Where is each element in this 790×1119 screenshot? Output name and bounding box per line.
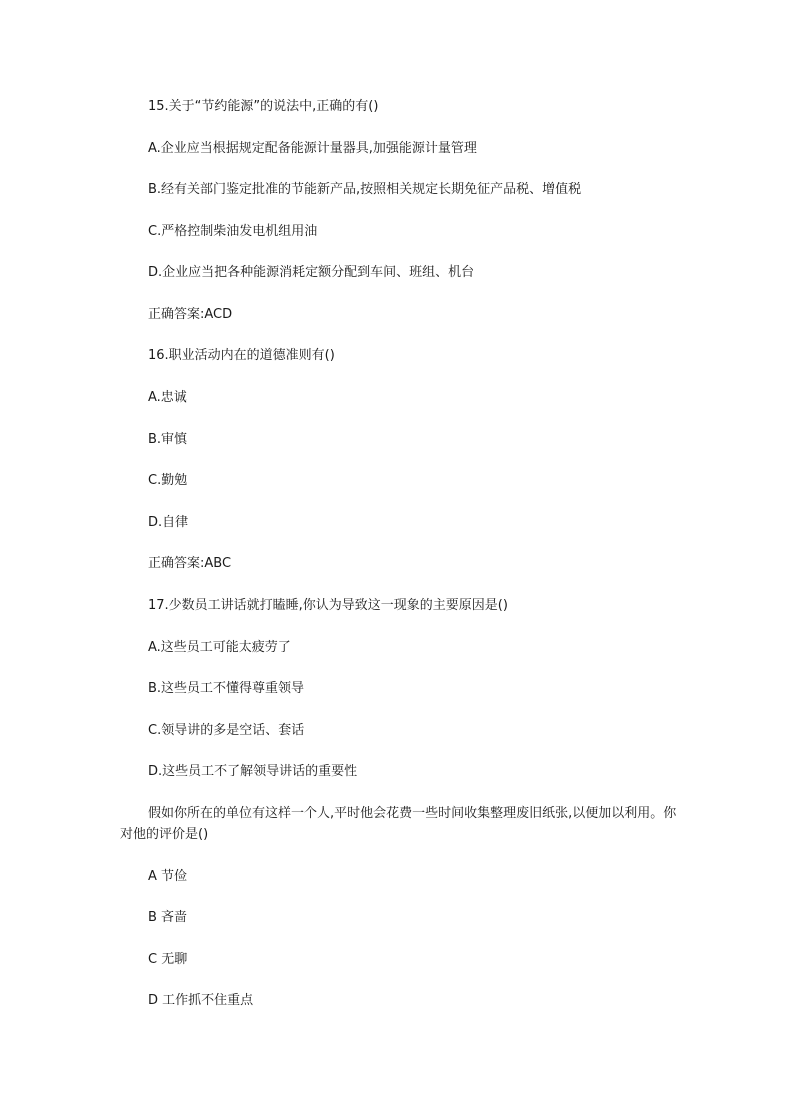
question-15-option-d: D.企业应当把各种能源消耗定额分配到车间、班组、机台 xyxy=(148,265,475,280)
question-15-option-a: A.企业应当根据规定配备能源计量器具,加强能源计量管理 xyxy=(148,141,477,156)
question-17-stem: 17.少数员工讲话就打瞌睡,你认为导致这一现象的主要原因是() xyxy=(148,598,508,613)
question-16-stem: 16.职业活动内在的道德准则有() xyxy=(148,348,335,363)
question-15-option-b: B.经有关部门鉴定批准的节能新产品,按照相关规定长期免征产品税、增值税 xyxy=(148,182,582,197)
question-17-option-c: C.领导讲的多是空话、套话 xyxy=(148,723,305,738)
question-15-stem: 15.关于“节约能源”的说法中,正确的有() xyxy=(148,99,379,114)
question-16-option-b: B.审慎 xyxy=(148,432,188,447)
question-16-option-a: A.忠诚 xyxy=(148,390,187,405)
question-15-answer: 正确答案:ACD xyxy=(148,307,233,322)
question-16-option-c: C.勤勉 xyxy=(148,473,188,488)
question-18-option-c: C 无聊 xyxy=(148,952,188,967)
question-18-stem: 假如你所在的单位有这样一个人,平时他会花费一些时间收集整理废旧纸张,以便加以利用。你对他的评价是() xyxy=(120,806,677,842)
question-18-option-d: D 工作抓不住重点 xyxy=(148,993,254,1008)
question-18-option-b: B 吝啬 xyxy=(148,910,188,925)
question-15-option-c: C.严格控制柴油发电机组用油 xyxy=(148,224,318,239)
question-17-option-b: B.这些员工不懂得尊重领导 xyxy=(148,681,305,696)
question-16-answer: 正确答案:ABC xyxy=(148,556,232,571)
question-18-option-a: A 节俭 xyxy=(148,869,188,884)
question-17-option-a: A.这些员工可能太疲劳了 xyxy=(148,640,291,655)
question-16-option-d: D.自律 xyxy=(148,515,189,530)
question-17-option-d: D.这些员工不了解领导讲话的重要性 xyxy=(148,764,358,779)
